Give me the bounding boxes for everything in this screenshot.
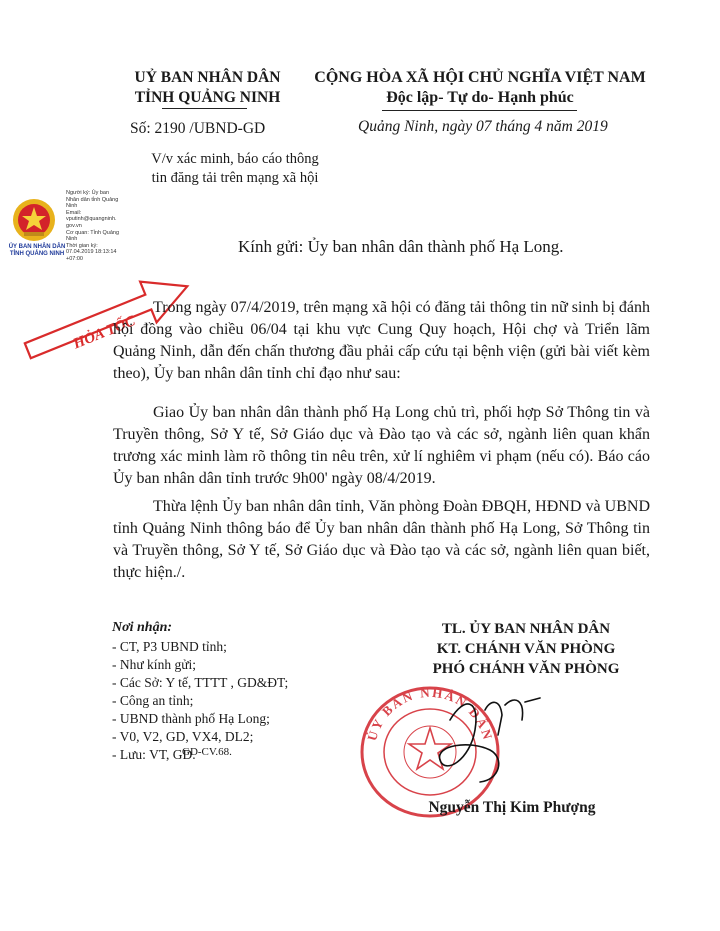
receivers-title: Nơi nhận: bbox=[112, 620, 173, 635]
recipient-line: Kính gửi: Ủy ban nhân dân thành phố Hạ Long. bbox=[238, 237, 564, 256]
doc-subject bbox=[140, 150, 330, 188]
sig-info-line: Cơ quan: Tỉnh Quảng bbox=[66, 229, 120, 236]
body-text: Giao Ủy ban nhân dân thành phố Hạ Long chủ trì, phối hợp Sở Thông tin và Truyền thông, Sở Y tế, Sở Giáo dục và Đào tạo và các sở, ngành liên quan khẩn trương xác minh làm rõ thông tin nêu trên, xử lí nghiêm vi phạm (nếu có). Báo cáo Ủy ban nhân dân tỉnh trước 9h00' ngày 08/4/2019. bbox=[113, 404, 650, 487]
national-emblem-icon bbox=[12, 198, 56, 242]
receiver-item: - Các Sở: Y tế, TTTT , GD&ĐT; bbox=[112, 675, 289, 690]
body-paragraph-2 bbox=[113, 402, 650, 490]
org-line2: TỈNH QUẢNG NINH bbox=[134, 89, 281, 106]
receiver-item: - Như kính gửi; bbox=[112, 657, 197, 672]
sig-org-line1: ỦY BAN NHÂN DÂN bbox=[8, 244, 66, 250]
doc-code: GD-CV.68. bbox=[182, 746, 232, 758]
sign-line2: KT. CHÁNH VĂN PHÒNG bbox=[436, 641, 616, 657]
sig-info-line: +07:00 bbox=[66, 255, 83, 262]
motto-underline bbox=[382, 110, 577, 111]
org-underline bbox=[162, 108, 247, 109]
sig-info-line: Email: bbox=[66, 209, 82, 216]
nation-line1: CỘNG HÒA XÃ HỘI CHỦ NGHĨA VIỆT NAM bbox=[314, 69, 646, 86]
nation-line2: Độc lập- Tự do- Hạnh phúc bbox=[386, 89, 574, 106]
issuing-org bbox=[115, 68, 300, 108]
receiver-item: - Lưu: VT, GD. bbox=[112, 747, 196, 762]
sig-info-line: Thời gian ký: bbox=[66, 242, 98, 249]
sig-info-line: vputinh@quangninh. bbox=[66, 216, 117, 223]
body-paragraph-1 bbox=[113, 297, 650, 385]
nation-header bbox=[300, 68, 660, 108]
sign-line3: PHÓ CHÁNH VĂN PHÒNG bbox=[432, 661, 620, 677]
doc-number: Số: 2190 /UBND-GD bbox=[130, 120, 266, 137]
sign-line1: TL. ỦY BAN NHÂN DÂN bbox=[441, 621, 611, 637]
sig-info-line: Nhân dân tỉnh Quảng bbox=[66, 196, 119, 203]
sig-info-line: 07.04.2019 18:13:14 bbox=[66, 249, 117, 256]
handwritten-signature bbox=[430, 690, 550, 790]
signer-name: Nguyễn Thị Kim Phượng bbox=[428, 799, 596, 816]
sig-info-line: Ninh bbox=[66, 236, 78, 243]
receiver-item: - V0, V2, GD, VX4, DL2; bbox=[112, 729, 254, 744]
body-paragraph-3 bbox=[113, 496, 650, 584]
doc-date: Quảng Ninh, ngày 07 tháng 4 năm 2019 bbox=[358, 118, 608, 135]
body-text: Thừa lệnh Ủy ban nhân dân tỉnh, Văn phòng Đoàn ĐBQH, HĐND và UBND tỉnh Quảng Ninh thông báo để Ủy ban nhân dân thành phố Hạ Long, Sở Thông tin và Truyền thông, Sở Y tế, Sở Giáo dục và Đào tạo và các sở, ngành liên quan biết, thực hiện./. bbox=[113, 498, 650, 581]
seal-text: ỦY BAN NHÂN DÂN bbox=[364, 684, 496, 743]
signature-block bbox=[392, 619, 660, 679]
sig-info-line: Ninh bbox=[66, 203, 78, 210]
subject-line2: tin đăng tải trên mạng xã hội bbox=[151, 170, 319, 186]
sig-info-line: Người ký: Ủy ban bbox=[66, 190, 110, 196]
receiver-item: - Công an tỉnh; bbox=[112, 693, 194, 708]
receiver-item: - CT, P3 UBND tỉnh; bbox=[112, 639, 227, 654]
subject-line1: V/v xác minh, báo cáo thông bbox=[151, 151, 319, 167]
sig-org-line2: TỈNH QUẢNG NINH bbox=[9, 251, 65, 257]
receiver-item: - UBND thành phố Hạ Long; bbox=[112, 711, 270, 726]
body-text: Trong ngày 07/4/2019, trên mạng xã hội có đăng tải thông tin nữ sinh bị đánh hội đồng vào chiều 06/04 tại khu vực Cung Quy hoạch, Hội chợ và Triển lãm Quảng Ninh, dẫn đến chấn thương đầu phải cấp cứu tại bệnh viện (gửi bài viết kèm theo), Ủy ban nhân dân tỉnh chỉ đạo như sau: bbox=[113, 299, 650, 382]
org-line1: UỶ BAN NHÂN DÂN bbox=[134, 69, 281, 86]
urgent-stamp-text: HỎA TỐC bbox=[71, 313, 138, 353]
sig-info-line: gov.vn bbox=[66, 222, 82, 229]
